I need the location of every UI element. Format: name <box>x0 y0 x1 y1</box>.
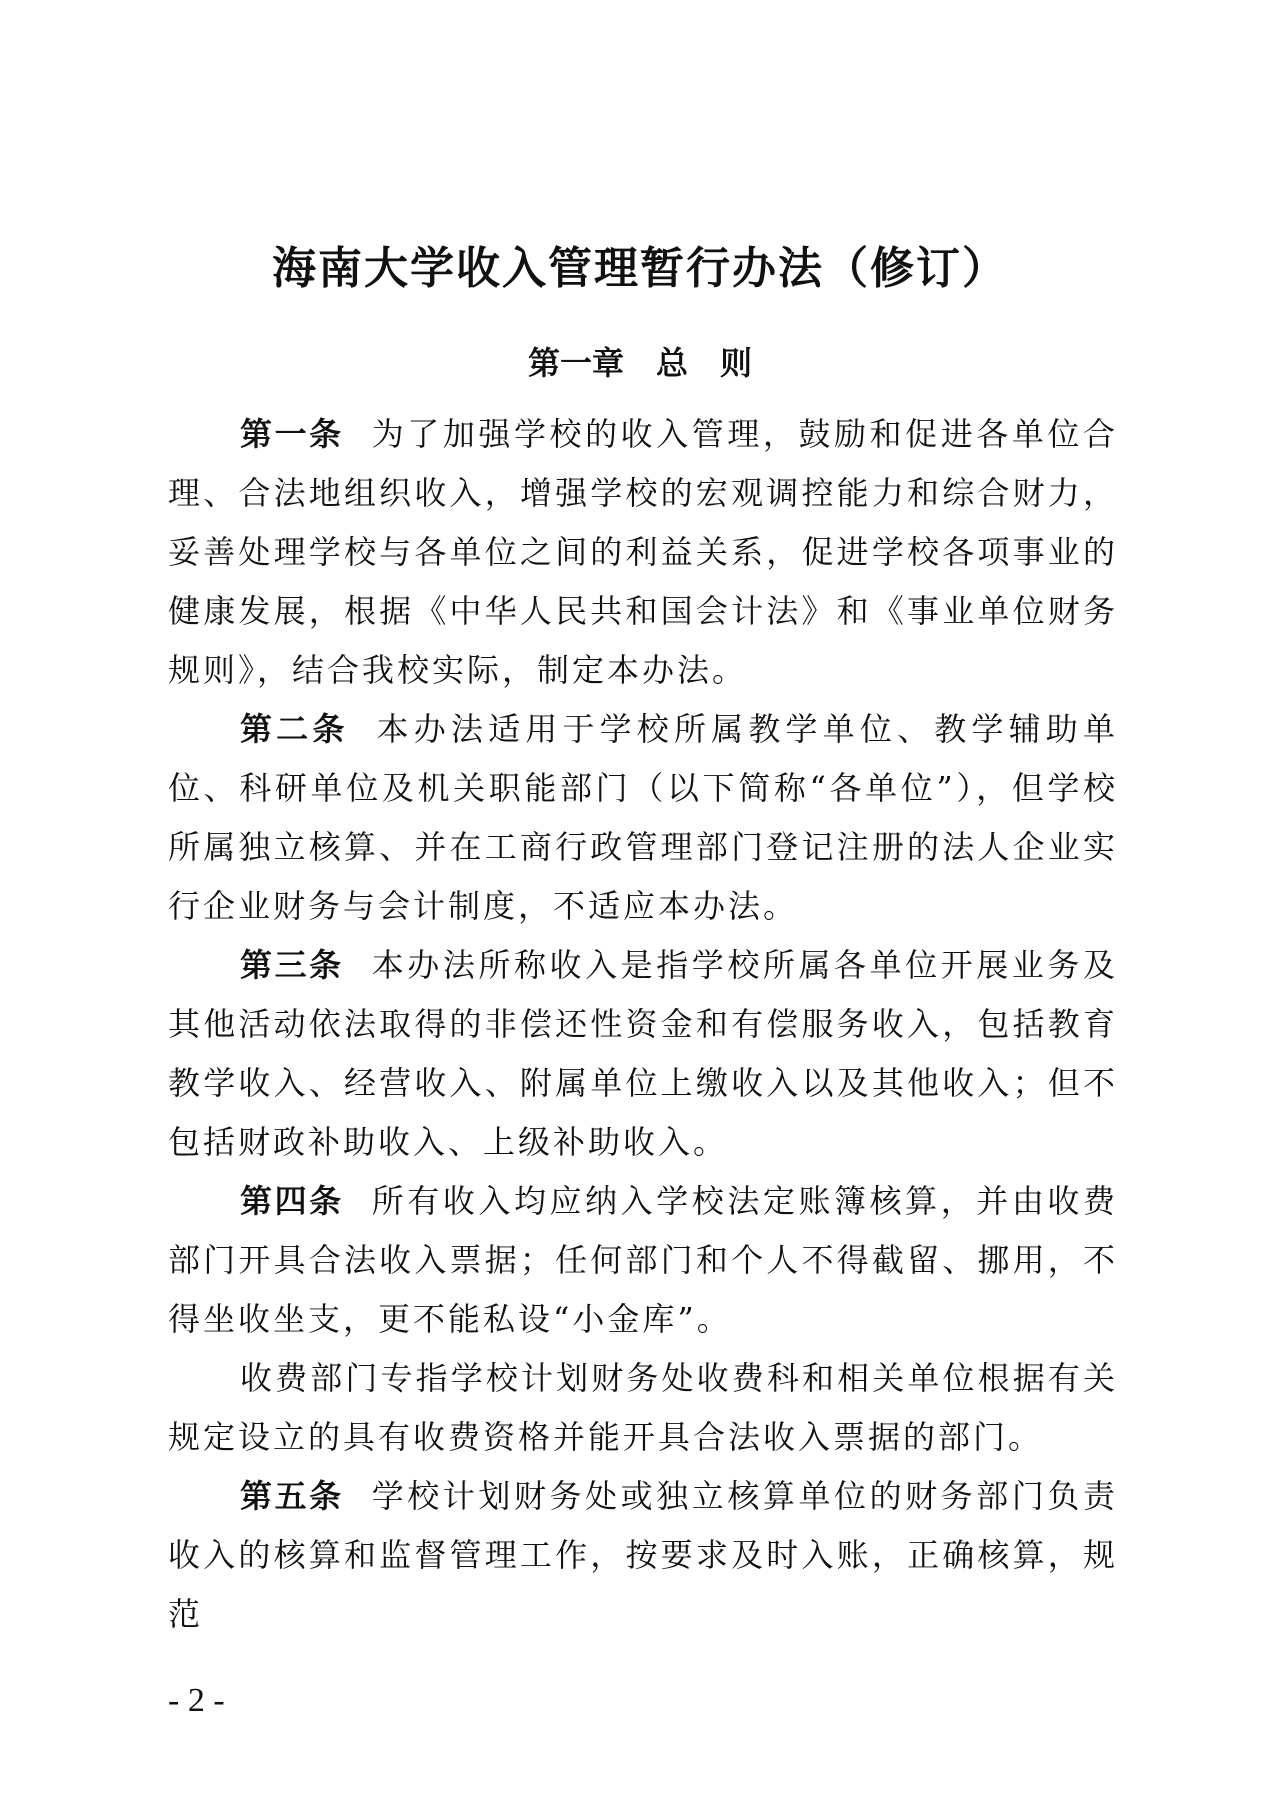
article-text: 学校计划财务处或独立核算单位的财务部门负责收入的核算和监督管理工作，按要求及时入账，正确核算，规范 <box>168 1477 1118 1633</box>
article-label: 第一条 <box>240 415 344 453</box>
article-text: 为了加强学校的收入管理，鼓励和促进各单位合理、合法地组织收入，增强学校的宏观调控能力和综合财力，妥善处理学校与各单位之间的利益关系，促进学校各项事业的健康发展，根据《中华人民共和国会计法》和《事业单位财务规则》，结合我校实际，制定本办法。 <box>168 415 1118 689</box>
page-number: - 2 - <box>168 1682 225 1719</box>
chapter-name: 总 则 <box>656 344 753 382</box>
document-body <box>168 405 1118 1644</box>
article-3 <box>168 936 1118 1172</box>
article-2 <box>168 700 1118 936</box>
article-text: 本办法所称收入是指学校所属各单位开展业务及其他活动依法取得的非偿还性资金和有偿服务收入，包括教育教学收入、经营收入、附属单位上缴收入以及其他收入；但不包括财政补助收入、上级补助收入。 <box>168 946 1118 1161</box>
article-5 <box>168 1467 1118 1644</box>
paragraph-text: 收费部门专指学校计划财务处收费科和相关单位根据有关规定设立的具有收费资格并能开具合法收入票据的部门。 <box>168 1359 1118 1456</box>
article-1 <box>168 405 1118 700</box>
article-label: 第五条 <box>240 1477 344 1515</box>
article-text: 所有收入均应纳入学校法定账簿核算，并由收费部门开具合法收入票据；任何部门和个人不得截留、挪用，不得坐收坐支，更不能私设“小金库”。 <box>168 1182 1118 1338</box>
article-label: 第三条 <box>240 946 344 984</box>
chapter-heading <box>0 338 1280 384</box>
article-text: 本办法适用于学校所属教学单位、教学辅助单位、科研单位及机关职能部门（以下简称“各单位”），但学校所属独立核算、并在工商行政管理部门登记注册的法人企业实行企业财务与会计制度，不适应本办法。 <box>168 710 1118 925</box>
article-label: 第四条 <box>240 1182 344 1220</box>
article-label: 第二条 <box>240 710 349 748</box>
chapter-number: 第一章 <box>527 344 624 382</box>
document-title: 海南大学收入管理暂行办法（修订） <box>272 243 1008 294</box>
article-4-supplement <box>168 1349 1118 1467</box>
article-4 <box>168 1172 1118 1349</box>
